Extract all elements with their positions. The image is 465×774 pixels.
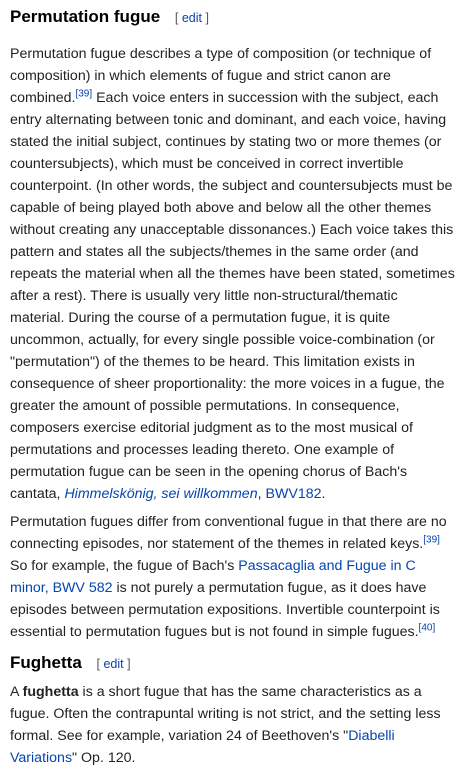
edit-section-control <box>175 11 209 25</box>
edit-bracket-open: [ <box>96 657 104 671</box>
paragraph-text: " Op. 120. <box>72 750 136 766</box>
paragraph-text: Each voice enters in succession with the subject, each entry alternating between tonic and dominant, and each voice, having stated the initial subject, continues by stating two or more themes (or countersubjects), which must be conceived in correct invertible counterpoint. (In other words, the subject and countersubjects must be capable of being played both above and below all the other themes without creating any unacceptable dissonances.) Each voice takes this pattern and states all the subjects/themes in the same order (and repeats the material when all the themes have been stated, sometimes after a rest). There is usually very little non-structural/thematic material. During the course of a permutation fugue, it is quite uncommon, actually, for every single possible voice-combination (or "permutation") of the themes to be heard. This limitation exists in consequence of sheer proportionality: the more voices in a fugue, the greater the amount of possible permutations. In consequence, composers exercise editorial judgment as to the most musical of permutations and processes leading thereto. One example of permutation fugue can be seen in the opening chorus of Bach's cantata, <box>10 90 455 502</box>
citation <box>423 534 440 545</box>
heading-text: Permutation fugue <box>10 7 161 26</box>
bold-term: fughetta <box>22 684 79 700</box>
citation <box>75 88 92 99</box>
citation <box>419 622 436 633</box>
bwv-link[interactable]: BWV <box>265 486 298 502</box>
paragraph <box>10 43 455 505</box>
bwv-number-link[interactable]: 182 <box>297 486 322 502</box>
paragraph-text: is a short fugue that has the same characteristics as a fugue. Often the contrapuntal writing is not strict, and the setting less formal. See for example, variation 24 of Beethoven's " <box>10 684 441 744</box>
edit-bracket-open: [ <box>174 11 182 25</box>
paragraph <box>10 681 455 769</box>
paragraph <box>10 511 455 643</box>
edit-link[interactable]: edit <box>181 11 203 25</box>
section-heading-permutation-fugue <box>10 0 455 35</box>
cantata-title-link[interactable]: Himmelskönig, sei willkommen <box>64 486 258 502</box>
citation-link[interactable]: [40] <box>418 622 436 634</box>
edit-link[interactable]: edit <box>103 657 124 671</box>
passacaglia-link[interactable]: Passacaglia and Fugue in C minor, BWV 582 <box>10 558 416 596</box>
citation-link[interactable]: [39] <box>75 88 93 100</box>
paragraph-text: is not purely a permutation fugue, as it does have episodes between permutation expositions. Invertible counterpoint is essential to permutation fugues but is not found in simple fugues. <box>10 580 440 640</box>
paragraph-text: So for example, the fugue of Bach's <box>10 558 239 574</box>
paragraph-text: Permutation fugues differ from conventional fugue in that there are no connecting episodes, nor statement of the themes in related keys. <box>10 514 447 552</box>
paragraph-text: . <box>321 486 326 502</box>
heading-text: Fughetta <box>10 653 82 672</box>
paragraph-text: , <box>257 486 266 502</box>
paragraph-text: Permutation fugue describes a type of composition (or technique of composition) in which elements of fugue and strict canon are combined. <box>10 46 432 106</box>
edit-bracket-close: ] <box>202 11 209 25</box>
paragraph-text: A <box>10 684 23 700</box>
section-heading-fughetta <box>10 648 455 681</box>
edit-section-control <box>97 657 131 671</box>
diabelli-link[interactable]: Diabelli Variations <box>10 728 395 766</box>
citation-link[interactable]: [39] <box>423 534 440 546</box>
edit-bracket-close: ] <box>123 657 131 671</box>
